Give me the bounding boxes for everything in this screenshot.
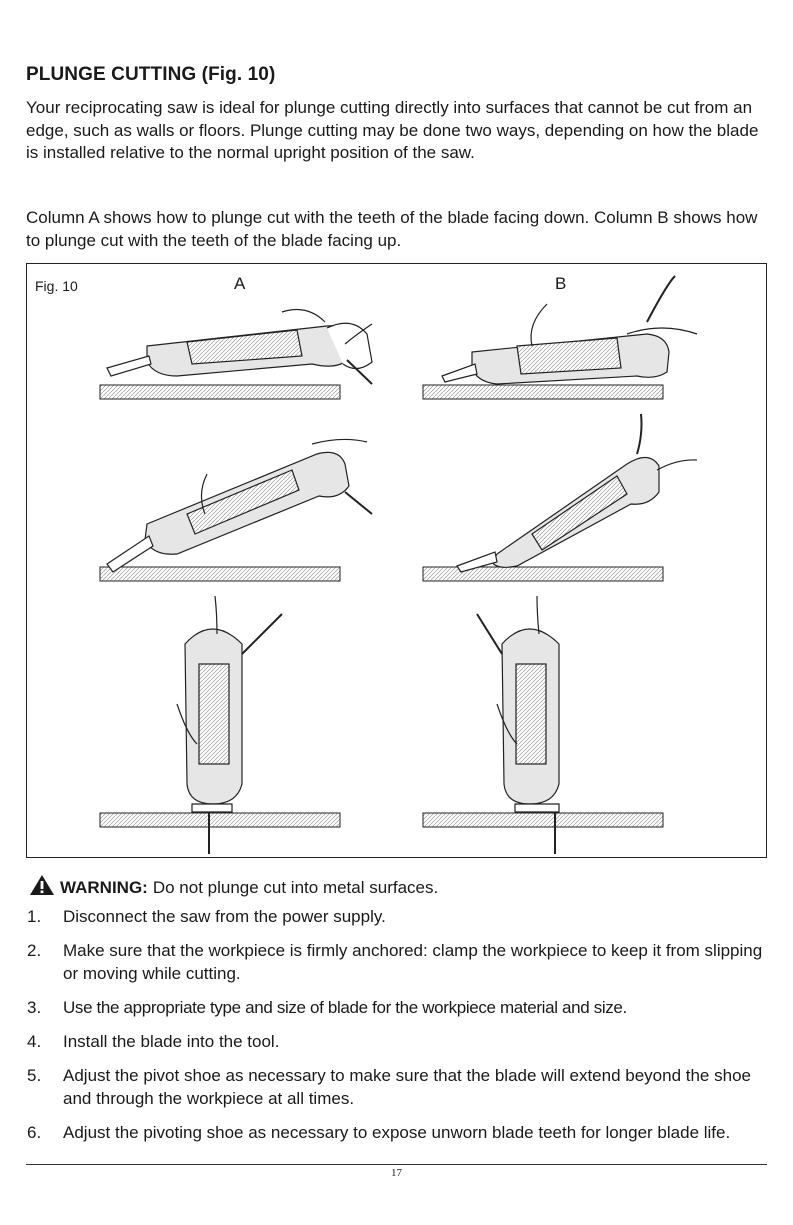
saw-a1 <box>107 310 372 384</box>
saw-b2 <box>457 414 697 572</box>
saw-b1 <box>442 276 697 384</box>
columns-paragraph: Column A shows how to plunge cut with the teeth of the blade facing down. Column B shows how to plunge cut with the teeth of the blade facing up. <box>26 208 758 250</box>
step-text: Adjust the pivot shoe as necessary to make sure that the blade will extend beyond the shoe and through the workpiece at all times. <box>63 1066 751 1108</box>
figure-10 <box>26 263 767 858</box>
list-item <box>26 996 771 1019</box>
list-item <box>26 939 771 985</box>
footer-rule <box>26 1164 767 1165</box>
step-text: Install the blade into the tool. <box>63 1032 280 1051</box>
list-item <box>26 1064 771 1110</box>
figure-label: Fig. 10 <box>35 278 78 294</box>
page-number: 17 <box>391 1167 402 1179</box>
workpiece-boards <box>100 385 663 827</box>
step-number: 1. <box>27 907 42 926</box>
warning-label: WARNING: <box>60 877 148 897</box>
step-text: Make sure that the workpiece is firmly anchored: clamp the workpiece to keep it from slipping or moving while cutting. <box>63 941 763 983</box>
step-number: 6. <box>27 1123 42 1142</box>
steps-list <box>26 905 771 1155</box>
section-heading: PLUNGE CUTTING (Fig. 10) <box>26 64 276 85</box>
list-item <box>26 1121 771 1144</box>
warning-line <box>28 873 438 902</box>
intro-paragraph: Your reciprocating saw is ideal for plunge cutting directly into surfaces that cannot be cut from an edge, such as walls or floors. Plunge cutting may be done two ways, depending on how the blade is installed relative to the normal upright position of the saw. <box>26 98 759 162</box>
warning-text: Do not plunge cut into metal surfaces. <box>152 877 439 897</box>
step-text: Adjust the pivoting shoe as necessary to expose unworn blade teeth for longer blade life. <box>63 1123 731 1142</box>
step-number: 4. <box>27 1032 42 1051</box>
step-text: Disconnect the saw from the power supply. <box>63 907 386 926</box>
step-number: 5. <box>27 1066 42 1085</box>
warning-triangle-icon <box>28 873 56 902</box>
list-item <box>26 905 771 928</box>
list-item <box>26 1030 771 1053</box>
column-b-label: B <box>555 274 567 293</box>
column-a-label: A <box>234 274 246 293</box>
figure-illustration <box>27 264 766 857</box>
step-number: 3. <box>27 998 42 1017</box>
step-number: 2. <box>27 941 42 960</box>
step-text: Use the appropriate type and size of blade for the workpiece material and size. <box>63 998 627 1017</box>
saw-a2 <box>107 439 372 572</box>
